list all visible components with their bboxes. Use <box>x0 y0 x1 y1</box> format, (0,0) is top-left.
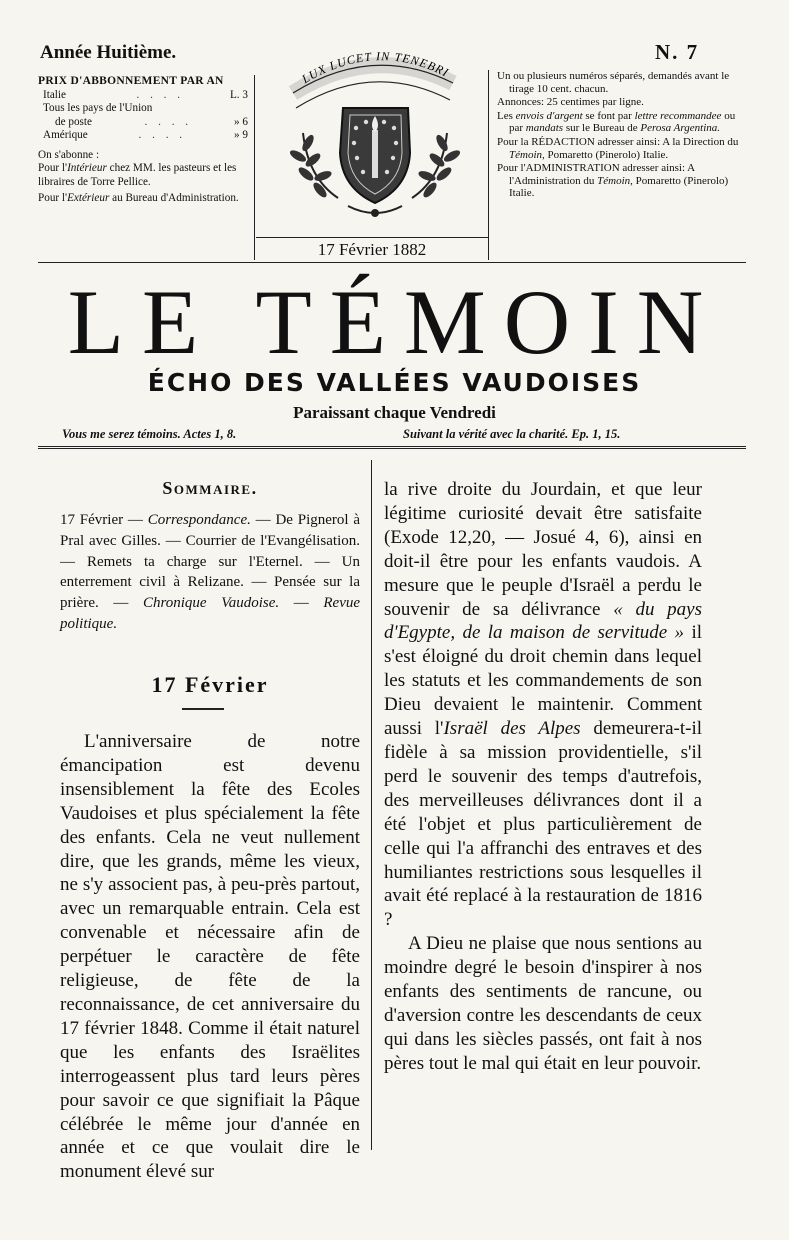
subscription-prices <box>38 75 255 260</box>
price-dots: . . . . <box>136 88 185 101</box>
price-row-poste <box>38 116 254 130</box>
abonne-interieur: Pour l'Intérieur chez MM. les pasteurs et les libraires de Torre Pellice. <box>38 162 237 188</box>
masthead-rule <box>38 446 746 449</box>
newspaper-subtitle: ÉCHO DES VALLÉES VAUDOISES <box>147 368 642 397</box>
article-title-rule <box>182 708 224 710</box>
prices-heading: PRIX D'ABBONNEMENT PAR AN <box>38 75 224 87</box>
summary-title: Sommaire. <box>162 478 258 498</box>
info-redaction: Pour la RÉDACTION adresser ainsi: A la Direction du Témoin, Pomaretto (Pinerolo) Italie. <box>497 135 739 161</box>
newspaper-title: LE TÉMOIN <box>67 271 722 373</box>
price-label: Amérique <box>43 129 88 141</box>
article-paragraph: A Dieu ne plaise que nous sentions au moindre degré le besoin d'inspirer à nos enfants des sentiments de rancune, ou d'aversion contre les descendants de ceux qui dans les siècles passés, ont fait à nos pères tout le mal qui était en leur pouvoir. <box>384 933 702 1074</box>
article-paragraph: la rive droite du Jourdain, et que leur légitime curiosité devait être satisfaite (Exode 12,20, — Josué 4, 6), ainsi en doit-il être pour les enfants vaudois. A mesure que le peuple d'Israël a perdu le souvenir de sa délivrance « du pays d'Egypte, de la maison de servitude » il s'est éloigné du droit chemin dans lequel les statuts et les commandements de son Dieu devaient le maintenir. Comment aussi l'Israël des Alpes demeurera-t-il fidèle à sa mission providentielle, s'il perd le souvenir des temps d'autrefois, des merveilleuses délivrances dont il a été l'objet et plus particulièrement de celle qui l'a affranchi des entraves et des humiliantes restrictions sous lesquelles il avait été replacé à la restauration de 1816 ? <box>384 479 703 931</box>
price-value: » 9 <box>234 129 249 141</box>
issue-date: 17 Février 1882 <box>256 237 488 263</box>
motto-right: Suivant la vérité avec la charité. Ep. 1, 15. <box>403 427 621 441</box>
price-label: Italie <box>43 88 66 101</box>
column-divider <box>371 460 372 1150</box>
issue-number: N. 7 <box>655 40 700 64</box>
price-dots: . . . . <box>138 129 187 141</box>
article-column-left <box>60 730 360 1184</box>
emblem-motto: LUX LUCET IN TENEBRI <box>299 49 452 87</box>
price-row-union <box>38 102 254 116</box>
summary-text: 17 Février — Correspondance. — De Pignerol à Pral avec Gilles. — Courrier de l'Evangélisation. — Remets ta charge sur l'Eternel. — Un enterrement civil à Relizane. — Pensée sur la prière. — Chronique Vaudoise. — Revue politique. <box>60 512 361 632</box>
info-annonces: Annonces: 25 centimes par ligne. <box>497 96 644 109</box>
motto-left: Vous me serez témoins. Actes 1, 8. <box>62 427 237 441</box>
info-numeros: Un ou plusieurs numéros séparés, demandés avant le tirage 10 cent. chacun. <box>497 70 730 95</box>
price-label: Tous les pays de l'Union <box>43 102 153 114</box>
price-value: » 6 <box>234 115 249 128</box>
publication-info <box>488 70 744 260</box>
price-row-italie <box>38 89 254 103</box>
edition-year: Année Huitième. <box>40 42 177 63</box>
abonne-exterieur: Pour l'Extérieur au Bureau d'Administration. <box>38 192 239 204</box>
price-row-amerique <box>38 129 254 143</box>
emblem-crest <box>268 38 483 253</box>
header-rule <box>38 262 746 263</box>
article-paragraph: L'anniversaire de notre émancipation est devenu insensiblement la fête des Ecoles Vaudoises et plus spécialement la fête des enfants. Cela ne veut nullement dire, que les grands, même les vieux, ne s'y associent pas, à peu-près partout, avec un remarquable entrain. Cela est convenable et nécessaire afin de perpétuer le caractère de fête religieuse, de fête de la reconnaissance, de cet anniversaire du 17 février 1848. Comme il était naturel que les enfants des Israëlites interrogeassent plus tard leurs pères pour savoir ce que signifiait la Pâque célébrée le même jour d'année en année et ce que voulait dire le monument élevé sur <box>60 731 360 1183</box>
price-label: de poste <box>55 115 92 128</box>
info-envois: Les envois d'argent se font par lettre recommandee ou par mandats sur le Bureau de Perosa Argentina. <box>497 109 736 135</box>
article-column-right <box>384 478 702 1076</box>
info-administration: Pour l'ADMINISTRATION adresser ainsi: A l'Administration du Témoin, Pomaretto (Pinerolo) Italie. <box>497 162 729 200</box>
newspaper-tagline: Paraissant chaque Vendredi <box>293 403 496 422</box>
price-value: L. 3 <box>229 88 248 101</box>
abonne-heading: On s'abonne : <box>38 148 100 161</box>
crest-icon <box>268 38 483 238</box>
article-title: 17 Février <box>151 672 269 697</box>
price-dots: . . . . <box>144 115 193 128</box>
